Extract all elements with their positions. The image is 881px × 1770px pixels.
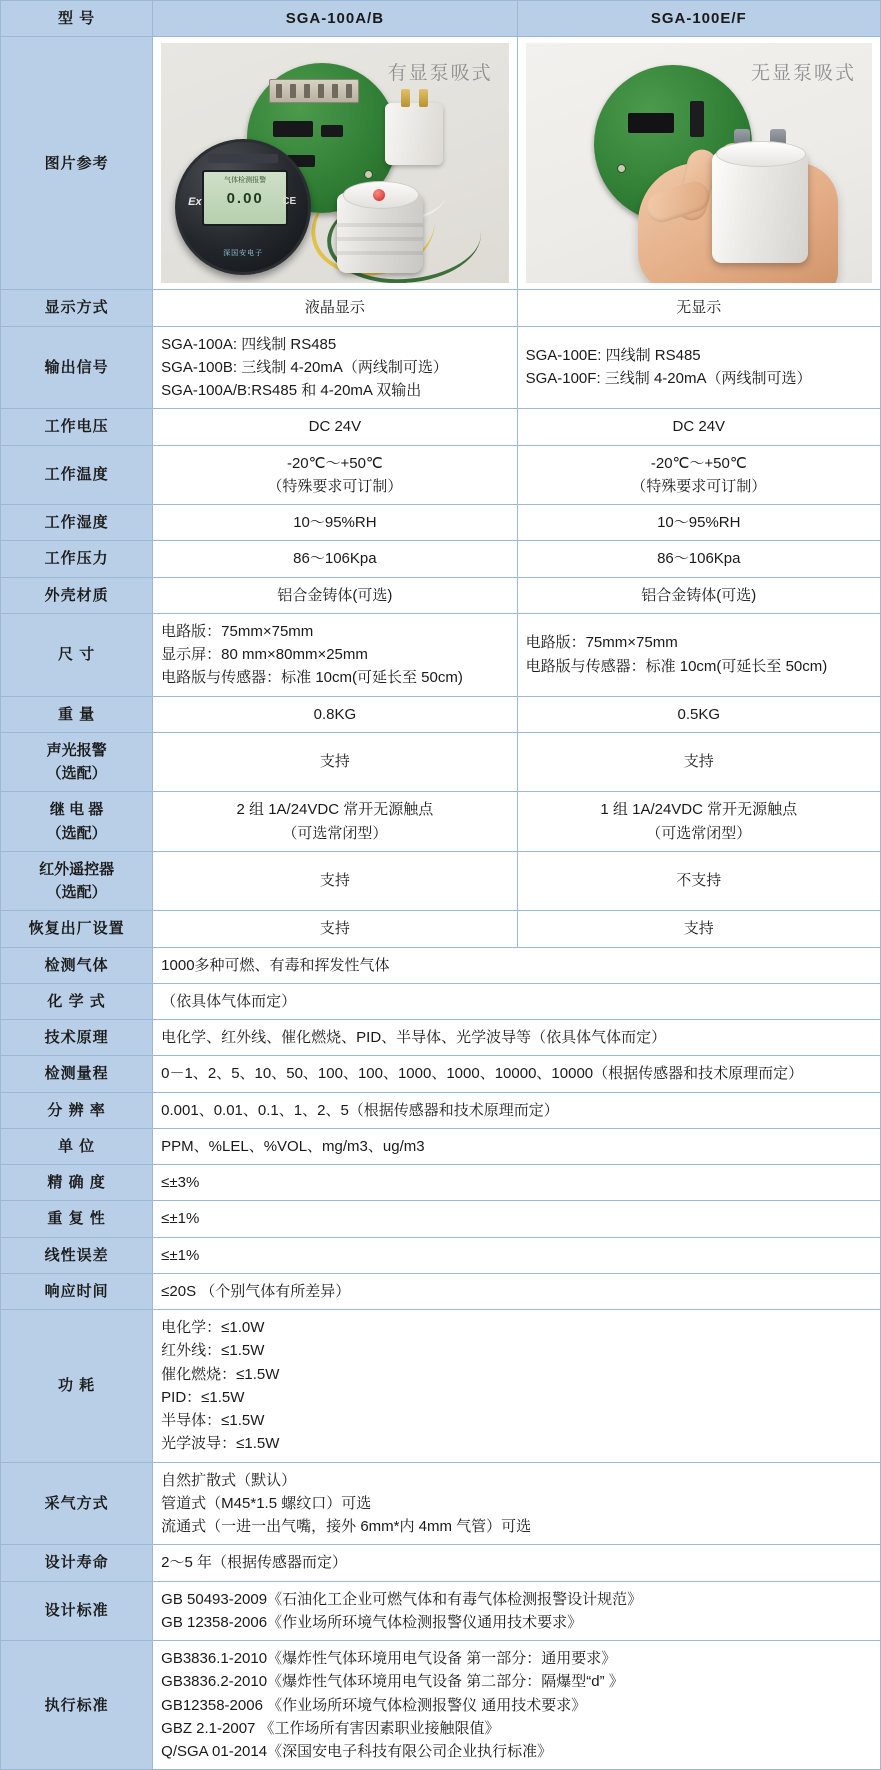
row-label-factory-reset: 恢复出厂设置 bbox=[1, 911, 153, 947]
product-photo-b bbox=[517, 37, 880, 290]
pin-header-icon bbox=[690, 101, 704, 137]
relay-a-line-1: 2 组 1A/24VDC 常开无源触点 bbox=[236, 801, 434, 819]
cell-factory-reset-a: 支持 bbox=[153, 911, 517, 947]
relay-label-line-1: 继 电 器 bbox=[49, 801, 104, 819]
cell-size-a bbox=[153, 613, 517, 696]
cell-size-b bbox=[517, 613, 880, 696]
cell-output-b bbox=[517, 326, 880, 409]
sensor-housing-b bbox=[712, 151, 808, 263]
table-row-pressure bbox=[1, 541, 881, 577]
table-row-alarm bbox=[1, 732, 881, 792]
table-row-display bbox=[1, 290, 881, 326]
table-row-output bbox=[1, 326, 881, 409]
housing-ridge bbox=[337, 223, 423, 227]
cell-shell-b: 铝合金铸体(可选) bbox=[517, 577, 880, 613]
size-a-line-1: 电路版：75mm×75mm bbox=[161, 622, 314, 640]
table-row-model bbox=[1, 1, 881, 37]
ce-mark-icon: CE bbox=[282, 196, 297, 208]
cell-weight-b: 0.5KG bbox=[517, 696, 880, 732]
cell-exec-standard bbox=[153, 1641, 881, 1770]
row-label-display: 显示方式 bbox=[1, 290, 153, 326]
cell-range: 0－1、2、5、10、50、100、100、1000、1000、10000、10000（根据传感器和技术原理而定） bbox=[153, 1056, 881, 1092]
sampling-line-1: 自然扩散式（默认） bbox=[161, 1471, 297, 1489]
meter-screen-title: 气体检测报警 bbox=[224, 177, 267, 185]
relay-b-line-1: 1 组 1A/24VDC 常开无源触点 bbox=[600, 801, 798, 819]
row-label-shell: 外壳材质 bbox=[1, 577, 153, 613]
cell-shell-a: 铝合金铸体(可选) bbox=[153, 577, 517, 613]
output-a-line-3: SGA-100A/B:RS485 和 4-20mA 双输出 bbox=[161, 382, 422, 399]
table-row-voltage bbox=[1, 409, 881, 445]
row-label-temperature: 工作温度 bbox=[1, 445, 153, 505]
table-row-temperature bbox=[1, 445, 881, 505]
table-row-repeatability bbox=[1, 1201, 881, 1237]
row-label-formula: 化 学 式 bbox=[1, 983, 153, 1019]
chip-icon bbox=[321, 125, 343, 137]
cell-voltage-b: DC 24V bbox=[517, 409, 880, 445]
cell-relay-b bbox=[517, 792, 880, 852]
cell-power bbox=[153, 1310, 881, 1463]
row-label-pressure: 工作压力 bbox=[1, 541, 153, 577]
row-label-principle: 技术原理 bbox=[1, 1020, 153, 1056]
table-row-range bbox=[1, 1056, 881, 1092]
cell-humidity-b: 10～95%RH bbox=[517, 505, 880, 541]
pin-icon bbox=[401, 89, 410, 107]
cell-relay-a bbox=[153, 792, 517, 852]
output-b-line-2: SGA-100F: 三线制 4-20mA（两线制可选） bbox=[525, 370, 812, 388]
row-label-resolution: 分 辨 率 bbox=[1, 1092, 153, 1128]
exec-standard-line-5: Q/SGA 01-2014《深国安电子科技有限公司企业执行标准》 bbox=[161, 1743, 553, 1760]
cell-weight-a: 0.8KG bbox=[153, 696, 517, 732]
cell-linearity: ≤±1% bbox=[153, 1237, 881, 1273]
photo-caption-a: 有显泵吸式 bbox=[387, 63, 493, 85]
alarm-label-line-1: 声光报警 bbox=[46, 741, 107, 759]
table-row-resolution bbox=[1, 1092, 881, 1128]
power-line-6: 光学波导：≤1.5W bbox=[161, 1435, 280, 1453]
output-a-line-1: SGA-100A: 四线制 RS485 bbox=[161, 335, 337, 353]
cell-design-standard bbox=[153, 1581, 881, 1641]
row-label-repeatability: 重 复 性 bbox=[1, 1201, 153, 1237]
housing-ridge bbox=[337, 251, 423, 255]
sensor-probe-brass bbox=[385, 103, 443, 165]
cell-gas: 1000多种可燃、有毒和挥发性气体 bbox=[153, 947, 881, 983]
row-label-lifespan: 设计寿命 bbox=[1, 1545, 153, 1581]
cell-formula: （依具体气体而定） bbox=[153, 983, 881, 1019]
row-label-photo: 图片参考 bbox=[1, 37, 153, 290]
cell-principle: 电化学、红外线、催化燃烧、PID、半导体、光学波导等（依具体气体而定） bbox=[153, 1020, 881, 1056]
table-row-weight bbox=[1, 696, 881, 732]
sampling-line-3: 流通式（一进一出气嘴，接外 6mm*内 4mm 气管）可选 bbox=[161, 1518, 532, 1535]
row-label-weight: 重 量 bbox=[1, 696, 153, 732]
relay-b-line-2: （可选常闭型） bbox=[646, 824, 752, 842]
remote-label-line-2: （选配） bbox=[46, 884, 107, 901]
cell-pressure-a: 86～106Kpa bbox=[153, 541, 517, 577]
cell-lifespan: 2～5 年（根据传感器而定） bbox=[153, 1545, 881, 1581]
temperature-b-line-2: （特殊要求可订制） bbox=[631, 477, 767, 495]
terminal-block-icon bbox=[269, 79, 359, 103]
alarm-label-line-2: （选配） bbox=[46, 765, 107, 782]
solder-dot-icon bbox=[618, 165, 625, 172]
size-b-line-1: 电路版：75mm×75mm bbox=[525, 634, 678, 652]
table-row-exec-standard bbox=[1, 1641, 881, 1770]
row-label-power: 功 耗 bbox=[1, 1310, 153, 1463]
table-row-gas bbox=[1, 947, 881, 983]
cell-repeatability: ≤±1% bbox=[153, 1201, 881, 1237]
row-label-voltage: 工作电压 bbox=[1, 409, 153, 445]
pin-icon bbox=[419, 89, 428, 107]
table-row-lifespan bbox=[1, 1545, 881, 1581]
chip-icon bbox=[273, 121, 313, 137]
temperature-a-line-1: -20℃～+50℃ bbox=[286, 454, 383, 472]
thumb bbox=[643, 178, 713, 226]
power-line-1: 电化学：≤1.0W bbox=[161, 1319, 265, 1336]
relay-a-line-2: （可选常闭型） bbox=[282, 824, 388, 842]
cell-display-b: 无显示 bbox=[517, 290, 880, 326]
row-label-humidity: 工作湿度 bbox=[1, 505, 153, 541]
cell-pressure-b: 86～106Kpa bbox=[517, 541, 880, 577]
table-row-factory-reset bbox=[1, 911, 881, 947]
exec-standard-line-2: GB3836.2-2010《爆炸性气体环境用电气设备 第二部分：隔爆型“d” 》 bbox=[161, 1673, 624, 1691]
cell-alarm-b: 支持 bbox=[517, 732, 880, 792]
sampling-line-2: 管道式（M45*1.5 螺纹口）可选 bbox=[161, 1494, 372, 1512]
ex-mark-icon: Ex bbox=[188, 196, 202, 209]
photo-caption-b: 无显泵吸式 bbox=[750, 63, 856, 85]
row-label-remote bbox=[1, 851, 153, 911]
display-head-a bbox=[175, 139, 311, 275]
exec-standard-line-4: GBZ 2.1-2007 《工作场所有害因素职业接触限值》 bbox=[161, 1719, 500, 1737]
table-row-formula bbox=[1, 983, 881, 1019]
table-row-power bbox=[1, 1310, 881, 1463]
exec-standard-line-3: GB12358-2006 《作业场所环境气体检测报警仪 通用技术要求》 bbox=[161, 1696, 587, 1714]
table-row-response bbox=[1, 1273, 881, 1309]
solder-dot-icon bbox=[365, 171, 372, 178]
brand-text: 深国安电子 bbox=[223, 250, 264, 258]
temperature-b-line-1: -20℃～+50℃ bbox=[650, 454, 747, 472]
cell-factory-reset-b: 支持 bbox=[517, 911, 880, 947]
cell-temperature-b bbox=[517, 445, 880, 505]
table-row-accuracy bbox=[1, 1165, 881, 1201]
design-standard-line-2: GB 12358-2006《作业场所环境气体检测报警仪通用技术要求》 bbox=[161, 1613, 583, 1631]
cell-temperature-a bbox=[153, 445, 517, 505]
size-b-line-2: 电路版与传感器：标准 10cm(可延长至 50cm) bbox=[525, 657, 828, 675]
row-label-size: 尺 寸 bbox=[1, 613, 153, 696]
table-row-photo bbox=[1, 37, 881, 290]
output-a-line-2: SGA-100B: 三线制 4-20mA（两线制可选） bbox=[161, 358, 448, 376]
cell-output-a bbox=[153, 326, 517, 409]
sensor-cap bbox=[716, 141, 806, 167]
temperature-a-line-2: （特殊要求可订制） bbox=[267, 477, 403, 495]
cell-sampling bbox=[153, 1462, 881, 1545]
power-line-3: 催化燃烧：≤1.5W bbox=[161, 1365, 280, 1383]
power-line-5: 半导体：≤1.5W bbox=[161, 1412, 265, 1429]
power-line-4: PID：≤1.5W bbox=[161, 1388, 245, 1406]
row-label-accuracy: 精 确 度 bbox=[1, 1165, 153, 1201]
table-row-design-standard bbox=[1, 1581, 881, 1641]
sensor-housing-a bbox=[337, 193, 423, 273]
cell-remote-b: 不支持 bbox=[517, 851, 880, 911]
cell-humidity-a: 10～95%RH bbox=[153, 505, 517, 541]
table-row-unit bbox=[1, 1128, 881, 1164]
remote-label-line-1: 红外遥控器 bbox=[39, 860, 115, 878]
cell-accuracy: ≤±3% bbox=[153, 1165, 881, 1201]
row-label-linearity: 线性误差 bbox=[1, 1237, 153, 1273]
row-label-unit: 单 位 bbox=[1, 1128, 153, 1164]
chip-icon bbox=[628, 113, 674, 133]
cell-unit: PPM、%LEL、%VOL、mg/m3、ug/m3 bbox=[153, 1128, 881, 1164]
cell-response: ≤20S （个别气体有所差异） bbox=[153, 1273, 881, 1309]
product-photo-a bbox=[153, 37, 517, 290]
table-row-humidity bbox=[1, 505, 881, 541]
column-header-model-a: SGA-100A/B bbox=[153, 1, 517, 37]
row-label-output: 输出信号 bbox=[1, 326, 153, 409]
meter-screen-value: 0.00 bbox=[226, 190, 264, 208]
row-label-response: 响应时间 bbox=[1, 1273, 153, 1309]
cell-resolution: 0.001、0.01、0.1、1、2、5（根据传感器和技术原理而定） bbox=[153, 1092, 881, 1128]
table-row-sampling bbox=[1, 1462, 881, 1545]
table-row-remote bbox=[1, 851, 881, 911]
row-label-design-standard: 设计标准 bbox=[1, 1581, 153, 1641]
cell-voltage-a: DC 24V bbox=[153, 409, 517, 445]
exec-standard-line-1: GB3836.1-2010《爆炸性气体环境用电气设备 第一部分：通用要求》 bbox=[161, 1650, 617, 1667]
table-row-shell bbox=[1, 577, 881, 613]
cell-remote-a: 支持 bbox=[153, 851, 517, 911]
table-row-principle bbox=[1, 1020, 881, 1056]
row-label-model: 型 号 bbox=[1, 1, 153, 37]
table-row-relay bbox=[1, 792, 881, 852]
row-label-sampling: 采气方式 bbox=[1, 1462, 153, 1545]
row-label-relay bbox=[1, 792, 153, 852]
relay-label-line-2: （选配） bbox=[46, 824, 107, 842]
output-b-line-1: SGA-100E: 四线制 RS485 bbox=[525, 347, 701, 365]
row-label-exec-standard: 执行标准 bbox=[1, 1641, 153, 1770]
meter-screen bbox=[202, 170, 288, 226]
cell-display-a: 液晶显示 bbox=[153, 290, 517, 326]
size-a-line-2: 显示屏：80 mm×80mm×25mm bbox=[161, 646, 368, 663]
power-line-2: 红外线：≤1.5W bbox=[161, 1342, 265, 1360]
cell-alarm-a: 支持 bbox=[153, 732, 517, 792]
table-row-linearity bbox=[1, 1237, 881, 1273]
size-a-line-3: 电路版与传感器：标准 10cm(可延长至 50cm) bbox=[161, 669, 463, 687]
design-standard-line-1: GB 50493-2009《石油化工企业可燃气体和有毒气体检测报警设计规范》 bbox=[161, 1590, 643, 1608]
column-header-model-b: SGA-100E/F bbox=[517, 1, 880, 37]
meter-top-bar bbox=[208, 154, 278, 163]
housing-ridge bbox=[337, 237, 423, 241]
row-label-range: 检测量程 bbox=[1, 1056, 153, 1092]
row-label-gas: 检测气体 bbox=[1, 947, 153, 983]
row-label-alarm bbox=[1, 732, 153, 792]
table-row-size bbox=[1, 613, 881, 696]
